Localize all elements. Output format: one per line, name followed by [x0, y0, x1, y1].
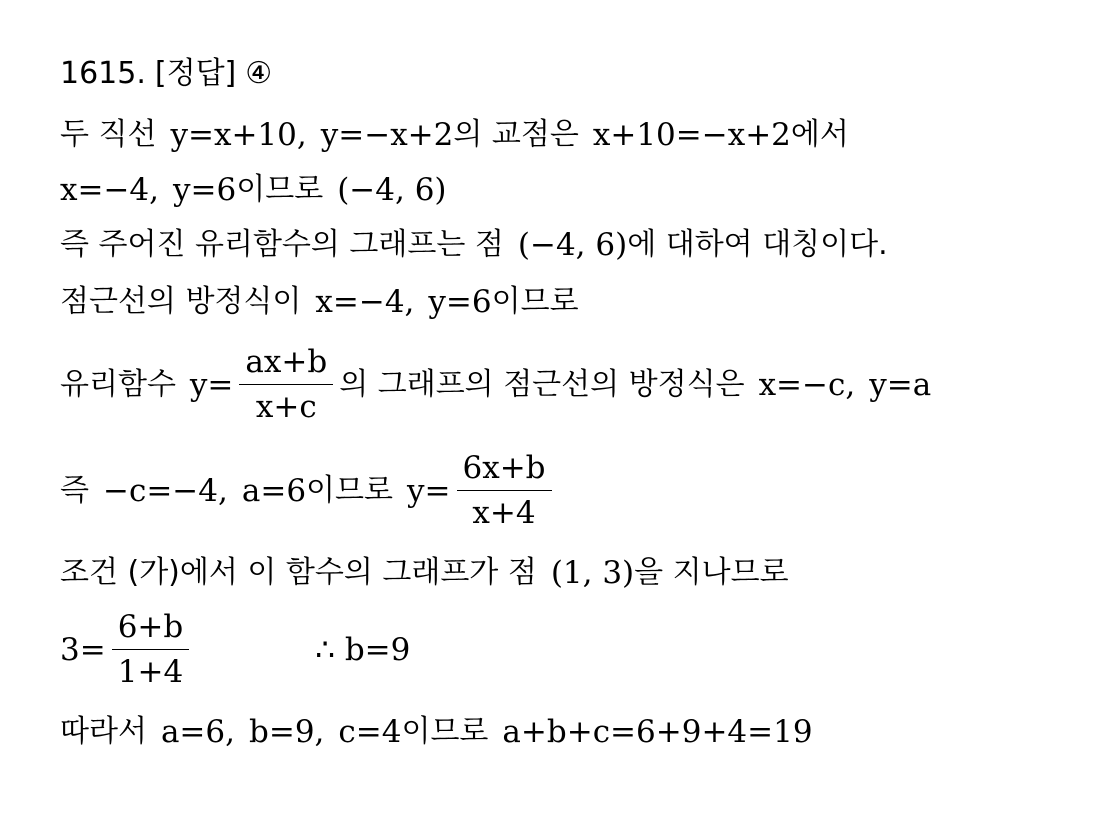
- denominator: 1+4: [117, 654, 184, 690]
- problem-header: [60, 54, 272, 94]
- text: 조건 (가)에서 이 함수의 그래프가 점: [60, 555, 537, 590]
- math: a=6,: [160, 714, 235, 750]
- text: 즉 주어진 유리함수의 그래프는 점: [60, 227, 504, 262]
- math: x+10=−x+2: [592, 117, 791, 153]
- text: 점근선의 방정식이: [60, 284, 302, 319]
- math: ∴ b=9: [315, 631, 411, 668]
- math: (−4, 6): [337, 172, 447, 208]
- text: 이므로: [491, 284, 579, 319]
- fraction: [457, 448, 552, 533]
- math: x=−4,: [60, 172, 160, 208]
- text: 을 지나므로: [634, 555, 789, 590]
- solution-line-8: [60, 607, 410, 692]
- numerator: 6x+b: [462, 450, 546, 486]
- math: −c=−4,: [102, 472, 228, 509]
- math: y=a: [869, 366, 932, 403]
- fraction: [112, 607, 190, 692]
- text: 즉: [60, 472, 89, 508]
- solution-line-4: [60, 282, 579, 322]
- problem-number: 1615.: [60, 56, 146, 91]
- solution-line-1: [60, 115, 849, 155]
- fraction: [239, 342, 333, 427]
- numerator: 6+b: [117, 609, 184, 645]
- math: y=: [189, 366, 234, 403]
- math: b=9,: [249, 714, 325, 750]
- text: 의 그래프의 점근선의 방정식은: [339, 366, 745, 402]
- math: a+b+c=6+9+4=19: [502, 714, 813, 750]
- solution-line-7: [60, 553, 789, 593]
- text: 이므로: [306, 472, 393, 508]
- math: 3=: [60, 631, 106, 668]
- text: 이므로: [236, 172, 324, 207]
- text: 이므로: [401, 714, 489, 749]
- math: (−4, 6): [517, 227, 628, 263]
- math: x=−c,: [758, 366, 856, 403]
- text: 따라서: [60, 714, 147, 749]
- text: 에서: [790, 117, 849, 152]
- solution-line-2: [60, 170, 447, 210]
- solution-line-3: [60, 225, 888, 265]
- math: c=4: [338, 714, 402, 750]
- solution-line-9: [60, 712, 813, 752]
- numerator: ax+b: [245, 344, 328, 380]
- text: 유리함수: [60, 366, 176, 402]
- text: 에 대하여 대칭이다.: [627, 227, 888, 262]
- math: y=6: [428, 284, 492, 320]
- answer-tag: [정답]: [154, 56, 237, 91]
- solution-line-6: [60, 448, 558, 533]
- denominator: x+c: [255, 389, 317, 425]
- math: x=−4,: [315, 284, 415, 320]
- text: 두 직선: [60, 117, 157, 152]
- math: y=x+10,: [170, 117, 307, 153]
- math: y=−x+2: [320, 117, 454, 153]
- math: (1, 3): [550, 555, 635, 591]
- text: 의 교점은: [453, 117, 579, 152]
- math: y=6: [173, 172, 237, 208]
- solution-line-5: [60, 342, 931, 427]
- answer-choice: ④: [245, 56, 273, 91]
- denominator: x+4: [472, 495, 536, 531]
- math: a=6: [241, 472, 307, 509]
- math: y=: [407, 472, 451, 509]
